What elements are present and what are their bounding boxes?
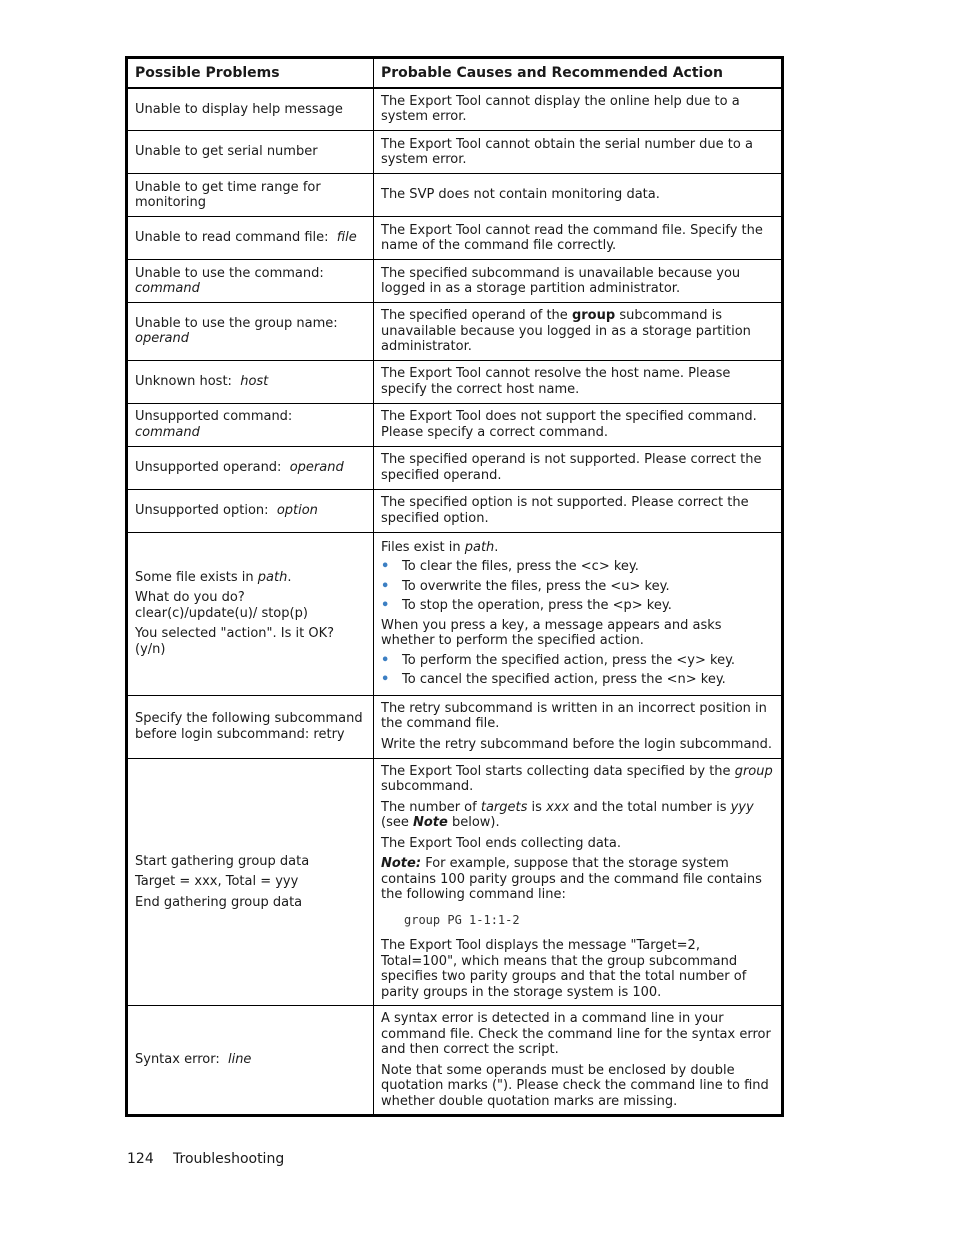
bullet-list (381, 559, 773, 614)
cause-punct: . (494, 539, 499, 555)
cause-cell (374, 695, 783, 758)
cause-variable: xxx (546, 799, 570, 815)
table-row (127, 174, 783, 217)
cause-paragraph: The retry subcommand is written in an incorrect position in the command file. (381, 700, 767, 732)
bullet-icon: • (381, 559, 390, 574)
problem-cell (127, 1006, 374, 1116)
problem-cell (127, 489, 374, 532)
list-item (381, 559, 773, 575)
table-row (127, 446, 783, 489)
cause-text: subcommand. (381, 779, 474, 794)
table-row (127, 88, 783, 131)
problem-line: Start gathering group data (135, 853, 310, 869)
problem-cell (127, 260, 374, 303)
list-item-text: To perform the specified action, press the <y> key. (402, 652, 736, 668)
cause-cell (374, 758, 783, 1006)
cause-variable: group (734, 763, 773, 779)
problem-cell (127, 360, 374, 403)
problem-text: Unable to use the command: (135, 265, 324, 281)
cause-cell: The Export Tool cannot read the command file. Specify the name of the command file correctly. (374, 217, 783, 260)
problem-text: Unknown host: (135, 373, 232, 389)
cause-cell: The Export Tool cannot display the online help due to a system error. (374, 88, 783, 131)
problem-variable: line (227, 1052, 252, 1068)
problem-text: Unable to read command file: (135, 230, 329, 246)
cause-paragraph: Note that some operands must be enclosed by double quotation marks ("). Please check the command line to find whether double quotation marks are missing. (381, 1062, 769, 1109)
problem-variable: command (135, 424, 200, 440)
problem-text: Syntax error: (135, 1052, 220, 1068)
cause-paragraph: Write the retry subcommand before the login subcommand. (381, 736, 773, 752)
problem-text: Unsupported command: (135, 409, 293, 424)
problem-variable: file (336, 230, 357, 246)
list-item (381, 672, 773, 688)
problem-line: End gathering group data (135, 894, 303, 910)
list-item-text: To clear the files, press the <c> key. (402, 559, 639, 574)
table-row (127, 1006, 783, 1116)
problem-variable: operand (289, 459, 344, 475)
troubleshooting-table (125, 56, 784, 1117)
list-item-text: To overwrite the files, press the <u> key. (402, 578, 670, 594)
table-row (127, 260, 783, 303)
bullet-icon: • (381, 598, 390, 613)
page-footer (127, 1151, 284, 1167)
cause-variable: yyy (730, 799, 754, 815)
list-item-text: To stop the operation, press the <p> key. (402, 598, 672, 613)
cause-text: is (531, 799, 542, 815)
bullet-icon: • (381, 672, 390, 687)
cause-cell (374, 1006, 783, 1116)
cause-cell (374, 532, 783, 695)
list-item (381, 579, 773, 595)
problem-cell (127, 217, 374, 260)
problem-cell: Unable to get time range for monitoring (127, 174, 374, 217)
page-number: 124 (127, 1151, 154, 1167)
problem-variable: option (276, 502, 318, 518)
cause-text: Files exist in (381, 539, 461, 555)
note-reference: Note (412, 815, 448, 830)
cause-paragraph: A syntax error is detected in a command line in your command file. Check the command line for the syntax error and then correct the script. (381, 1011, 771, 1057)
cause-variable: targets (480, 799, 528, 815)
cause-text: The number of (381, 799, 477, 815)
problem-cell (127, 446, 374, 489)
table-row (127, 532, 783, 695)
cause-cell: The SVP does not contain monitoring data. (374, 174, 783, 217)
problem-variable: operand (135, 331, 190, 347)
problem-line: You selected "action". Is it OK? (y/n) (135, 626, 335, 657)
list-item-text: To cancel the specified action, press the <n> key. (402, 672, 726, 687)
problem-line (135, 570, 365, 586)
table-row (127, 217, 783, 260)
bullet-list (381, 653, 773, 688)
problem-cell: Specify the following subcommand before login subcommand: retry (127, 695, 374, 758)
table-row (127, 695, 783, 758)
problem-text: Unable to use the group name: (135, 315, 338, 331)
problem-variable: path (257, 569, 288, 585)
cause-paragraph (381, 800, 773, 831)
cause-cell: The Export Tool does not support the specified command. Please specify a correct command. (374, 403, 783, 446)
problem-variable: host (240, 373, 269, 389)
code-example: group PG 1-1:1-2 (404, 912, 520, 927)
cause-text: The Export Tool starts collecting data specified by the (381, 763, 731, 779)
note-text: For example, suppose that the storage system contains 100 parity groups and the command file contains the following command line: (381, 856, 762, 902)
table-row (127, 131, 783, 174)
table-header-row (127, 58, 783, 88)
cause-cell: The specified option is not supported. Please correct the specified option. (374, 489, 783, 532)
cause-cell: The Export Tool cannot obtain the serial number due to a system error. (374, 131, 783, 174)
cause-text: and the total number is (573, 799, 727, 815)
cause-keyword: group (571, 308, 616, 323)
cause-paragraph (381, 764, 773, 795)
problem-punct: . (287, 569, 292, 585)
problem-text: Unsupported option: (135, 502, 269, 518)
cause-text: (see (381, 815, 409, 830)
cause-cell: The specified subcommand is unavailable because you logged in as a storage partition administrator. (374, 260, 783, 303)
cause-paragraph: The Export Tool displays the message "Target=2, Total=100", which means that the group subcommand specifies two parity groups and that the total number of parity groups in the storage system is 100. (381, 938, 747, 1000)
table-row (127, 758, 783, 1006)
table-row (127, 489, 783, 532)
list-item (381, 653, 773, 669)
bullet-icon: • (381, 652, 390, 668)
column-header-causes: Probable Causes and Recommended Action (374, 58, 783, 88)
cause-paragraph: When you press a key, a message appears and asks whether to perform the specified action. (381, 617, 722, 648)
table-row (127, 303, 783, 361)
note-paragraph (381, 856, 773, 903)
problem-cell (127, 303, 374, 361)
cause-cell: The Export Tool cannot resolve the host name. Please specify the correct host name. (374, 360, 783, 403)
problem-text: Unsupported operand: (135, 459, 282, 475)
problem-cell: Unable to get serial number (127, 131, 374, 174)
cause-cell (374, 303, 783, 361)
cause-paragraph: The Export Tool ends collecting data. (381, 835, 621, 851)
problem-text: Some file exists in (135, 569, 254, 585)
problem-cell (127, 758, 374, 1006)
list-item (381, 598, 773, 614)
column-header-problems: Possible Problems (127, 58, 374, 88)
note-label: Note: (381, 856, 422, 871)
problem-cell (127, 532, 374, 695)
problem-variable: command (135, 281, 200, 296)
cause-variable: path (464, 539, 495, 555)
table-row (127, 403, 783, 446)
cause-text: subcommand is unavailable because you logged in as a storage partition administrator. (381, 308, 751, 354)
bullet-icon: • (381, 578, 390, 594)
cause-text: below). (451, 815, 500, 830)
section-title: Troubleshooting (173, 1151, 285, 1167)
problem-cell: Unable to display help message (127, 88, 374, 131)
problem-line: Target = xxx, Total = yyy (135, 874, 299, 889)
cause-cell: The specified operand is not supported. Please correct the specified operand. (374, 446, 783, 489)
cause-text: The specified operand of the (381, 308, 568, 323)
cause-intro (381, 540, 773, 556)
problem-line: What do you do? clear(c)/update(u)/ stop(p) (135, 590, 308, 621)
table-row (127, 360, 783, 403)
problem-cell (127, 403, 374, 446)
